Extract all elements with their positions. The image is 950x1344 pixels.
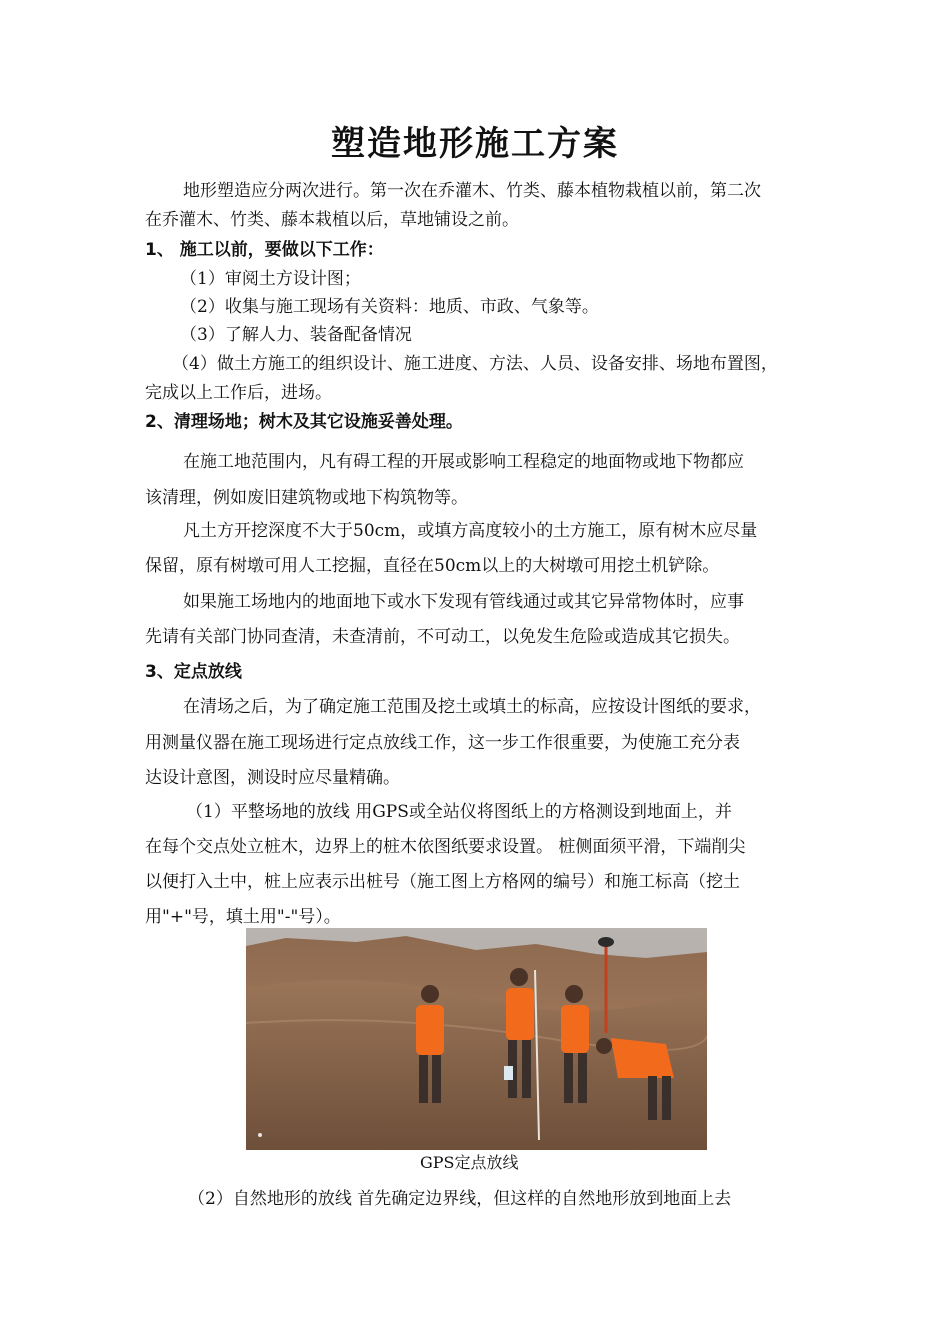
paragraph-line: 如果施工场地内的地面地下或水下发现有管线通过或其它异常物体时，应事 (183, 592, 744, 612)
paragraph-line: 在清场之后，为了确定施工范围及挖土或填土的标高，应按设计图纸的要求， (183, 697, 761, 717)
list-item: （4）做土方施工的组织设计、施工进度、方法、人员、设备安排、场地布置图， (172, 354, 778, 374)
paragraph-line: （2）自然地形的放线 首先确定边界线，但这样的自然地形放到地面上去 (188, 1189, 732, 1209)
list-item: （3）了解人力、装备配备情况 (180, 325, 412, 345)
paragraph-line: （1）平整场地的放线 用GPS或全站仪将图纸上的方格测设到地面上，并 (186, 802, 732, 822)
survey-photo-illustration (246, 928, 707, 1150)
list-item: （1）审阅土方设计图； (180, 269, 361, 289)
list-item: （2）收集与施工现场有关资料：地质、市政、气象等。 (180, 297, 599, 317)
paragraph-line: 在每个交点处立桩木，边界上的桩木依图纸要求设置。 桩侧面须平滑，下端削尖 (145, 837, 746, 857)
section-heading-3: 3、定点放线 (145, 662, 242, 682)
paragraph-line: 地形塑造应分两次进行。第一次在乔灌木、竹类、藤本植物栽植以前，第二次 (183, 181, 761, 201)
paragraph-line: 凡土方开挖深度不大于50cm，或填方高度较小的土方施工，原有树木应尽量 (183, 521, 758, 541)
paragraph-line: 用测量仪器在施工现场进行定点放线工作，这一步工作很重要，为使施工充分表 (145, 733, 740, 753)
survey-photo (246, 928, 707, 1150)
paragraph-line: 用"+"号，填土用"-"号）。 (145, 907, 341, 927)
photo-caption: GPS定点放线 (420, 1153, 519, 1172)
paragraph-line: 完成以上工作后，进场。 (145, 383, 332, 403)
paragraph-line: 以便打入土中，桩上应表示出桩号（施工图上方格网的编号）和施工标高（挖土 (145, 872, 740, 892)
section-heading-1: 1、 施工以前，要做以下工作： (145, 240, 384, 260)
document-title: 塑造地形施工方案 (331, 124, 619, 164)
section-heading-2: 2、清理场地；树木及其它设施妥善处理。 (145, 412, 463, 432)
paragraph-line: 在乔灌木、竹类、藤本栽植以后，草地铺设之前。 (145, 210, 519, 230)
paragraph-line: 在施工地范围内，凡有碍工程的开展或影响工程稳定的地面物或地下物都应 (183, 452, 744, 472)
paragraph-line: 保留，原有树墩可用人工挖掘，直径在50cm以上的大树墩可用挖土机铲除。 (145, 556, 720, 576)
paragraph-line: 达设计意图，测设时应尽量精确。 (145, 768, 400, 788)
paragraph-line: 该清理，例如废旧建筑物或地下构筑物等。 (145, 488, 468, 508)
paragraph-line: 先请有关部门协同查清，未查清前，不可动工，以免发生危险或造成其它损失。 (145, 627, 740, 647)
